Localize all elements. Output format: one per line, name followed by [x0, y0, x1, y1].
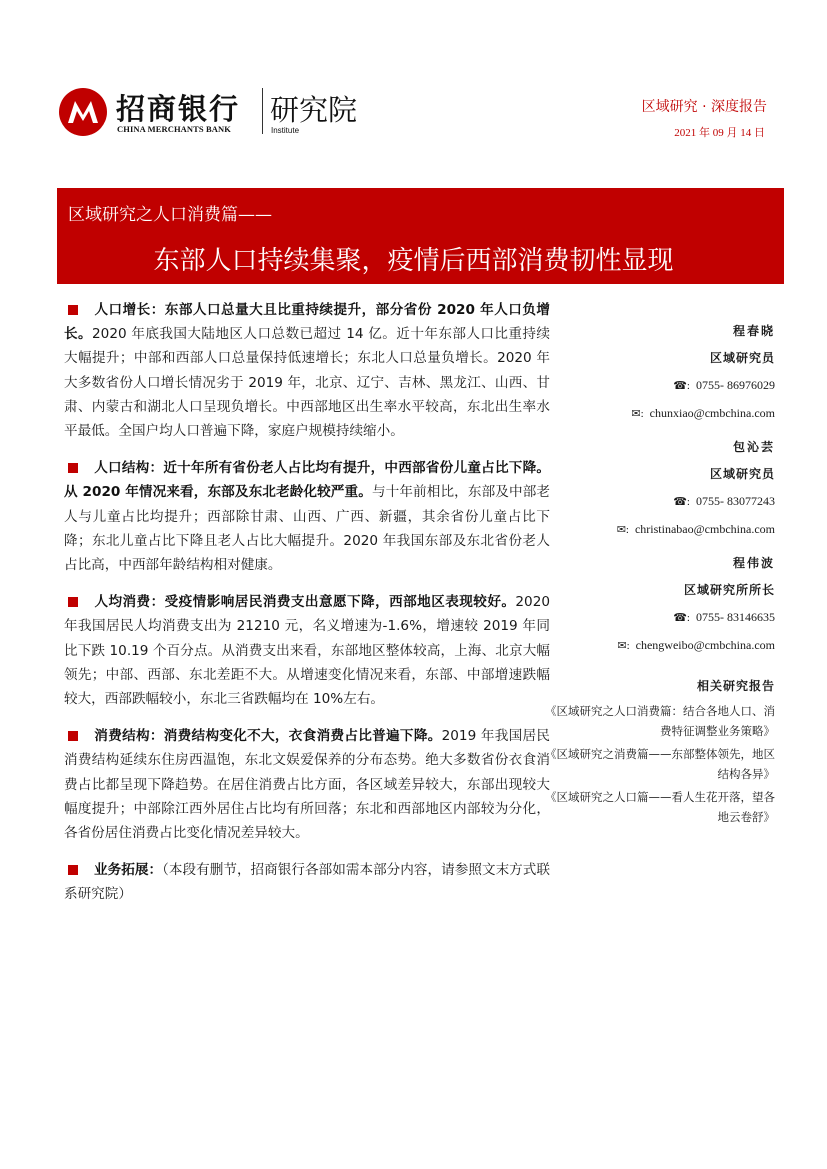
section-heading: 人口结构：近十年所有省份老人占比均有提升，中西部省份儿童占比下降。从 2020 年情况来看，东部及东北老龄化较严重。	[64, 460, 550, 501]
phone-icon: ☎:	[673, 612, 690, 624]
bullet-square-icon	[68, 865, 78, 875]
report-date: 2021 年 09 月 14 日	[674, 127, 765, 139]
analyst-email	[535, 516, 775, 544]
section-population-structure	[64, 456, 550, 577]
section-heading: 业务拓展：	[94, 862, 163, 879]
analyst-role: 区域研究员	[709, 467, 775, 481]
cmb-logo-icon	[58, 87, 108, 137]
analyst-name: 包沁芸	[732, 440, 775, 454]
related-report-link[interactable]: 《区域研究之人口消费篇：结合各地人口、消费特征调整业务策略》	[545, 704, 775, 738]
brand-divider	[262, 88, 263, 134]
report-type: 区域研究 · 深度报告	[641, 99, 767, 115]
mail-icon: ✉:	[617, 640, 630, 652]
bullet-square-icon	[68, 305, 78, 315]
analyst-role: 区域研究员	[709, 351, 775, 365]
analyst-email	[535, 632, 775, 660]
related-report-link[interactable]: 《区域研究之人口篇——看人生花开落，望各地云卷舒》	[545, 790, 775, 824]
institute-name-en: Institute	[271, 126, 300, 135]
analyst-phone	[535, 488, 775, 516]
page-title: 东部人口持续集聚，疫情后西部消费韧性显现	[153, 246, 674, 276]
email-address[interactable]: christinabao@cmbchina.com	[634, 522, 775, 536]
section-heading: 消费结构：消费结构变化不大，衣食消费占比普遍下降。	[94, 728, 442, 745]
analyst-card	[535, 434, 775, 544]
phone-icon: ☎:	[673, 496, 690, 508]
section-text: 与十年前相比，东部及中部老人与儿童占比均提升；西部除甘肃、山西、广西、新疆，其余省份儿童占比下降；东北儿童占比下降且老人占比大幅提升。2020 年我国东部及东北省份老人占比高，中西部年龄结构相对健康。	[64, 484, 550, 574]
analyst-phone	[535, 604, 775, 632]
email-address[interactable]: chengweibo@cmbchina.com	[635, 638, 775, 652]
analyst-email	[535, 400, 775, 428]
analyst-phone	[535, 372, 775, 400]
series-title: 区域研究之人口消费篇——	[68, 205, 272, 225]
summary-body	[64, 298, 550, 920]
phone-number: 0755- 83146635	[696, 610, 775, 624]
mail-icon: ✉:	[616, 524, 629, 536]
phone-number: 0755- 83077243	[696, 494, 775, 508]
analyst-role: 区域研究所所长	[683, 583, 775, 597]
phone-number: 0755- 86976029	[696, 378, 775, 392]
section-business-expansion	[64, 858, 550, 906]
email-address[interactable]: chunxiao@cmbchina.com	[649, 406, 775, 420]
section-text: （本段有删节，招商银行各部如需本部分内容，请参照文末方式联系研究院）	[64, 862, 550, 903]
section-heading: 人口增长：东部人口总量大且比重持续提升，部分省份 2020 年人口负增长。	[64, 302, 550, 343]
brand-name-en: CHINA MERCHANTS BANK	[117, 124, 231, 134]
section-text: 2020 年底我国大陆地区人口总数已超过 14 亿。近十年东部人口比重持续大幅提升；中部和西部人口总量保持低速增长；东北人口总量负增长。2020 年大多数省份人口增长情况劣于 2019 年，北京、辽宁、吉林、黑龙江、山西、甘肃、内蒙古和湖北人口呈现负增长。中西部地区出生率水平较高，东北出生率水平最低。全国户均人口普遍下降，家庭户规模持续缩小。	[64, 326, 551, 440]
section-per-capita-consumption	[64, 590, 550, 711]
section-heading: 人均消费：受疫情影响居民消费支出意愿下降，西部地区表现较好。	[94, 594, 516, 611]
bullet-square-icon	[68, 731, 78, 741]
analyst-card	[535, 550, 775, 660]
related-report-link[interactable]: 《区域研究之消费篇——东部整体领先，地区结构各异》	[545, 747, 775, 781]
mail-icon: ✉:	[631, 408, 644, 420]
institute-name-cn: 研究院	[270, 93, 358, 127]
bullet-square-icon	[68, 463, 78, 473]
section-text: 2019 年我国居民消费结构延续东住房西温饱，东北文娱爱保养的分布态势。绝大多数省份衣食消费占比都呈现下降趋势。在居住消费占比方面，各区域差异较大，东部出现较大幅度提升；中部除江西外居住占比均有所回落；东北和西部地区内部较为分化，各省份居住消费占比变化情况差异较大。	[64, 728, 551, 842]
related-reports-title: 相关研究报告	[696, 679, 775, 693]
analyst-sidebar	[535, 318, 775, 827]
analyst-card	[535, 318, 775, 428]
section-text: 2020 年我国居民人均消费支出为 21210 元，名义增速为-1.6%，增速较 2019 年同比下跌 10.19 个百分点。从消费支出来看，东部地区整体较高，上海、北京大幅领先；中部、西部、东北差距不大。从增速变化情况来看，东部、中部增速跌幅较大，西部跌幅较小，东北三省跌幅均在 10%左右。	[64, 594, 550, 708]
phone-icon: ☎:	[673, 380, 690, 392]
section-population-growth	[64, 298, 550, 443]
section-consumption-structure	[64, 724, 550, 845]
analyst-name: 程伟波	[732, 556, 775, 570]
analyst-name: 程春晓	[732, 324, 775, 338]
brand-name-cn: 招商银行	[116, 92, 241, 126]
bullet-square-icon	[68, 597, 78, 607]
